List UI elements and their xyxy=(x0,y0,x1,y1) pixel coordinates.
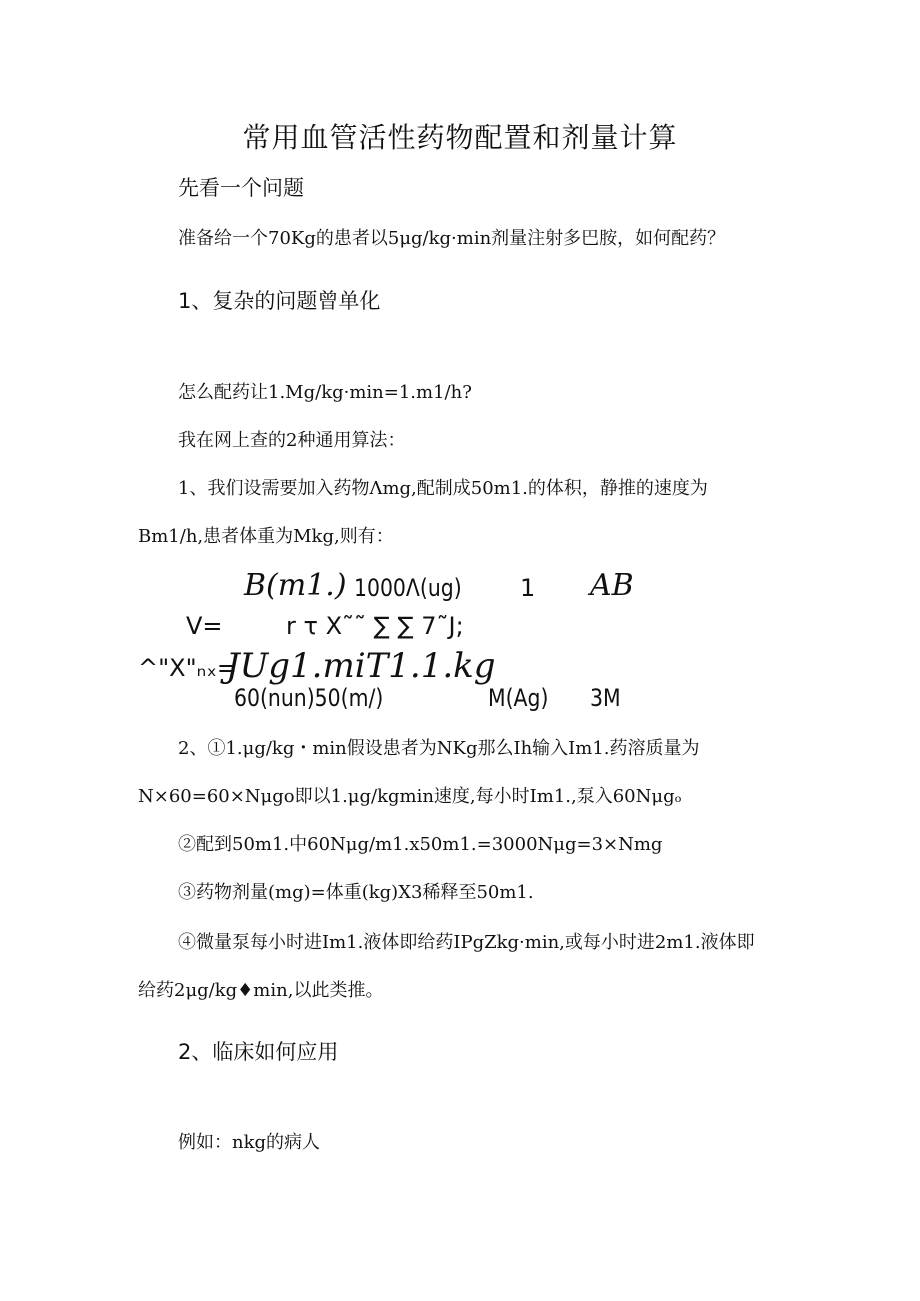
formula-1000a-ug: 1000Λ(ug) xyxy=(354,574,462,602)
formula-main-expression: JUg1.miT1.1.kg xyxy=(226,646,496,686)
question-text: 准备给一个70Kg的患者以5μg/kg·min剂量注射多巴胺，如何配药？ xyxy=(178,228,726,249)
method-2-line-1: 2、①1.μg/kg・min假设患者为NKg那么Ih输入Im1.药溶质量为 xyxy=(178,738,700,759)
methods-intro: 我在网上查的2种通用算法： xyxy=(178,430,406,451)
example-text: 例如：nkg的病人 xyxy=(178,1132,321,1153)
formula-v-equals: V= xyxy=(186,612,223,640)
formula-denominator-3: 3M xyxy=(590,684,621,712)
method-2-step-3: ③药物剂量(mg)=体重(kg)X3稀释至50m1. xyxy=(178,882,534,903)
formula-ab: AB xyxy=(590,568,634,603)
method-2-step-4-line-1: ④微量泵每小时进Im1.液体即给药IPgZkg·min,或每小时进2m1.液体即 xyxy=(178,932,755,953)
formula-denominator-2: M(Ag) xyxy=(488,684,549,712)
formula-denominator-1: 60(nun)50(m/) xyxy=(234,684,384,712)
section-1-heading: 1、复杂的问题曾单化 xyxy=(178,289,381,313)
formula-middle-row: r τ X˜˜ ∑ ∑ 7˜J; xyxy=(286,612,464,640)
formula-b-ml: B(m1.) xyxy=(244,568,347,603)
document-title: 常用血管活性药物配置和剂量计算 xyxy=(242,121,678,154)
formula-one: 1 xyxy=(520,574,536,602)
method-2-step-2: ②配到50m1.中60Nμg/m1.x50m1.=3000Nμg=3×Nmg xyxy=(178,834,663,855)
section-2-heading: 2、临床如何应用 xyxy=(178,1040,339,1064)
method-2-step-4-line-2: 给药2μg/kg♦min,以此类推。 xyxy=(138,980,384,1001)
question-heading: 先看一个问题 xyxy=(178,176,304,200)
method-1-line-2: Bm1/h,患者体重为Mkg,则有： xyxy=(138,526,394,547)
method-1-line-1: 1、我们设需要加入药物Λmg,配制成50m1.的体积，静推的速度为 xyxy=(178,478,708,499)
method-2-line-2: N×60=60×Nμgo即以1.μg/kgmin速度,每小时Im1.,泵入60Nμgₒ xyxy=(138,786,682,807)
how-to-text: 怎么配药让1.Mg/kg·min=1.m1/h? xyxy=(178,382,472,403)
formula-left-prefix: ^"X"ₙₓ= xyxy=(138,654,237,682)
